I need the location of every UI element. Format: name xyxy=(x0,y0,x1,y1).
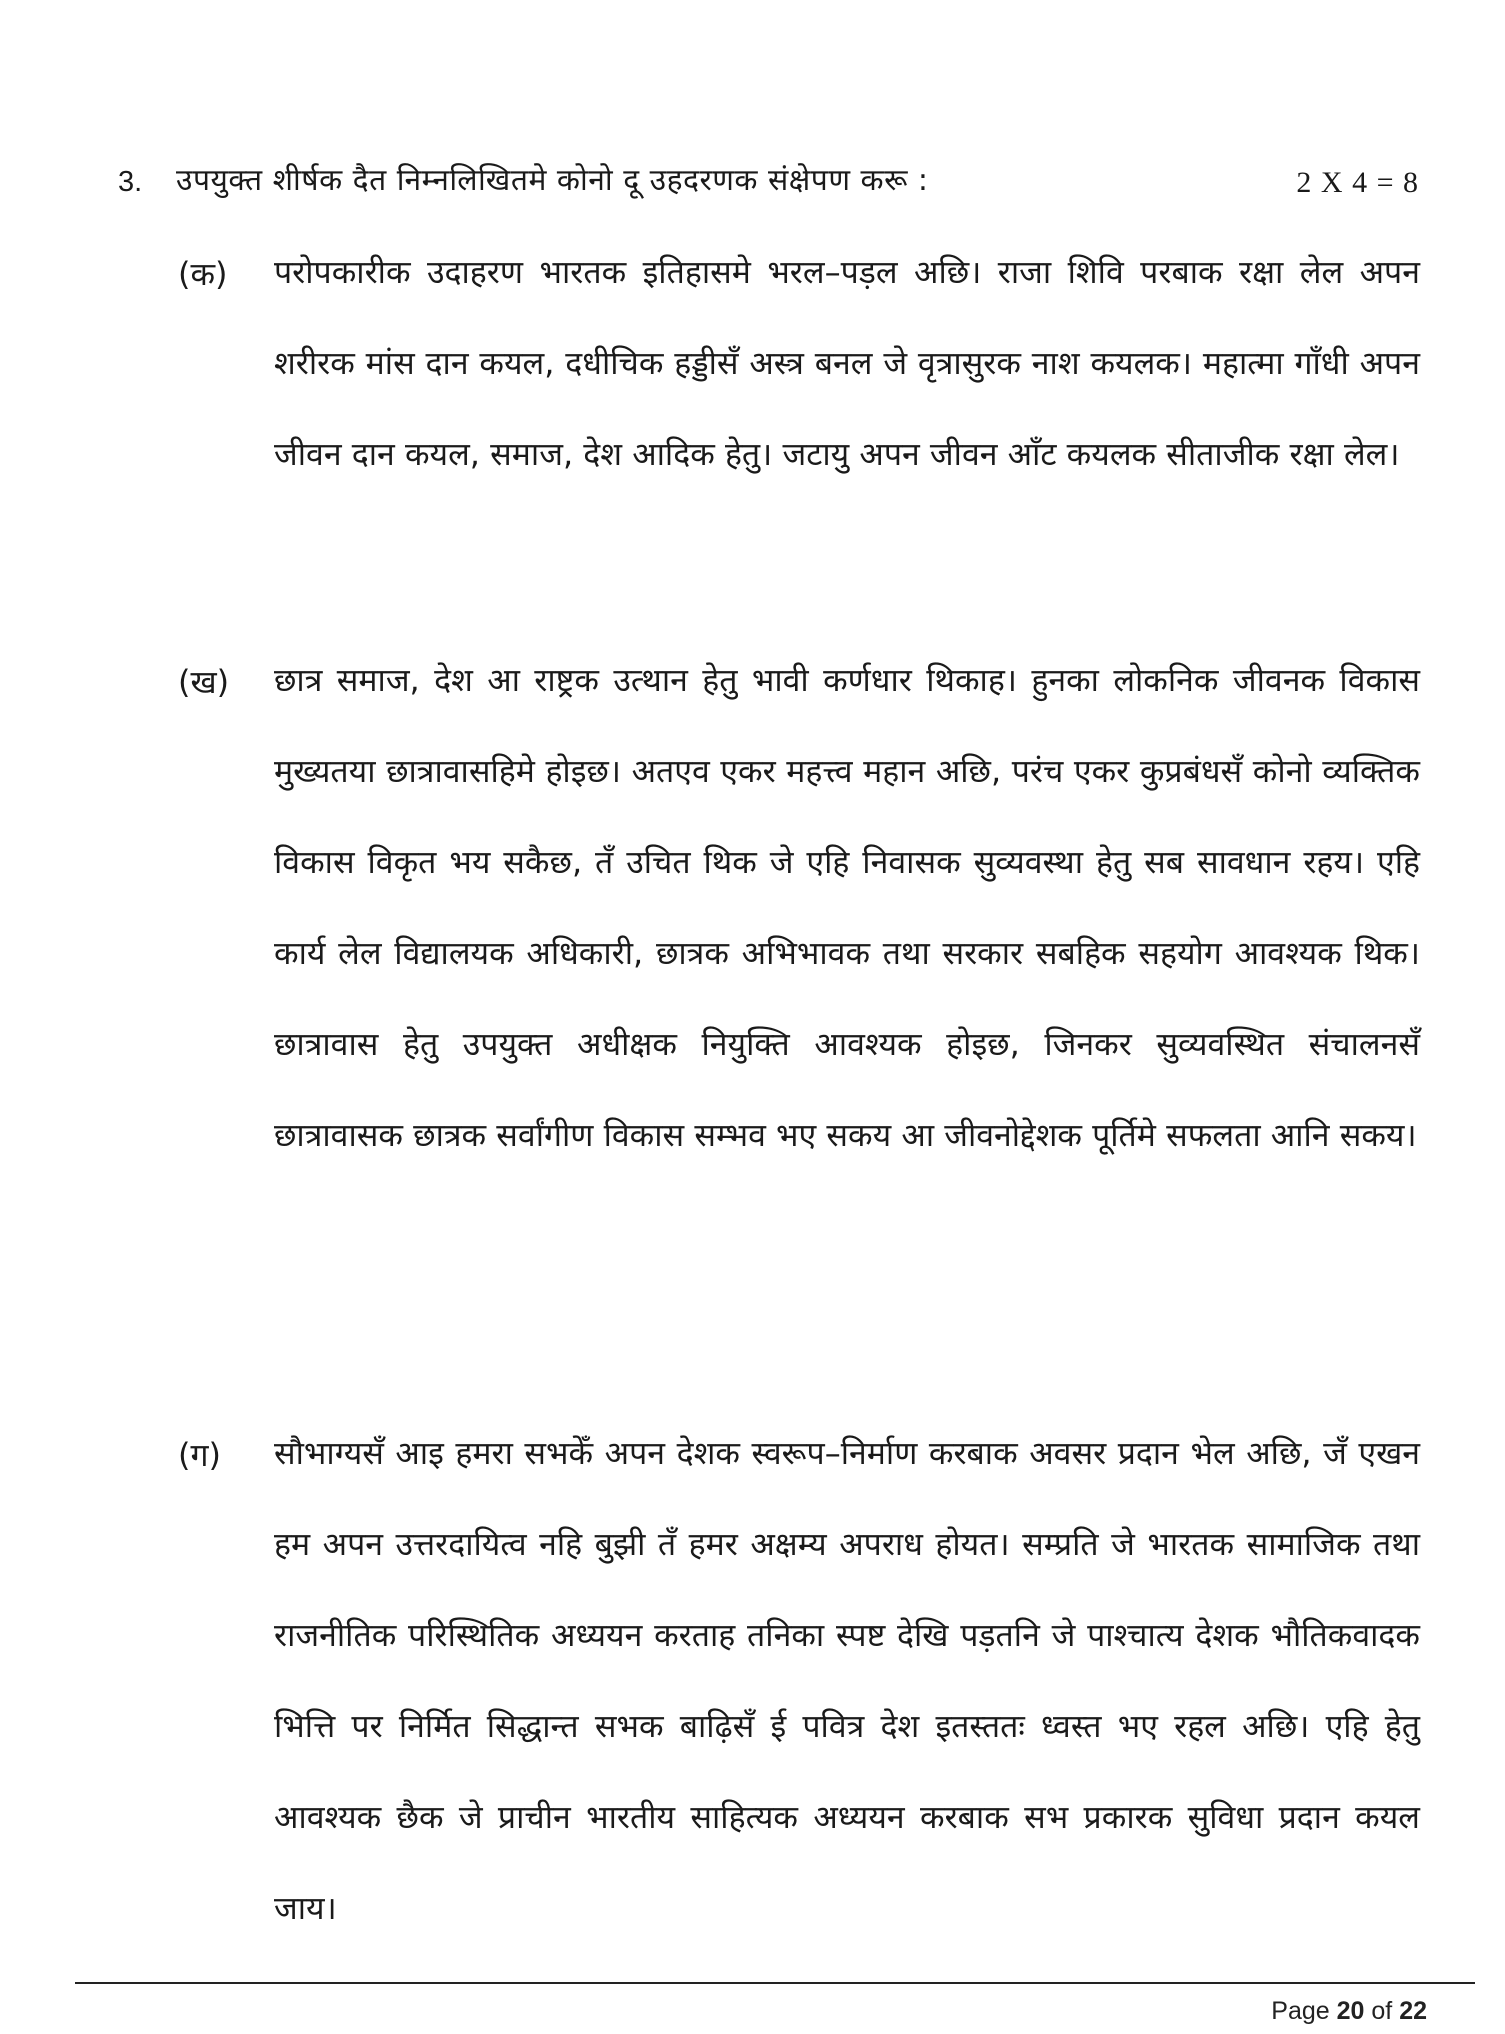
current-page: 20 xyxy=(1336,1997,1365,2025)
passage-label: (ग) xyxy=(178,1436,221,1474)
passage-text: परोपकारीक उदाहरण भारतक इतिहासमे भरल–पड़ल अछि। राजा शिवि परबाक रक्षा लेल अपन शरीरक मांस दान कयल, दधीचिक हड्डीसँ अस्त्र बनल जे वृत्रासुरक नाश कयलक। महात्मा गाँधी अपन जीवन दान कयल, समाज, देश आदिक हेतु। जटायु अपन जीवन आँट कयलक सीताजीक रक्षा लेल। xyxy=(274,253,1420,473)
passage-text: सौभाग्यसँ आइ हमरा सभकेँ अपन देशक स्वरूप–निर्माण करबाक अवसर प्रदान भेल अछि, जँ एखन हम अपन उत्तरदायित्व नहि बुझी तँ हमर अक्षम्य अपराध होयत। सम्प्रति जे भारतक सामाजिक तथा राजनीतिक परिस्थितिक अध्ययन करताह तनिका स्पष्ट देखि पड़तनि जे पाश्चात्य देशक भौतिकवादक भित्ति पर निर्मित सिद्धान्त सभक बाढ़िसँ ई पवित्र देश इतस्ततः ध्वस्त भए रहल अछि। एहि हेतु आवश्यक छैक जे प्राचीन भारतीय साहित्यक अध्ययन करबाक सभ प्रकारक सुविधा प्रदान कयल जाय। xyxy=(274,1434,1420,1927)
total-pages: 22 xyxy=(1399,1997,1427,2025)
passage-text: छात्र समाज, देश आ राष्ट्रक उत्थान हेतु भावी कर्णधार थिकाह। हुनका लोकनिक जीवनक विकास मुख्यतया छात्रावासहिमे होइछ। अतएव एकर महत्त्व महान अछि, परंच एकर कुप्रबंधसँ कोनो व्यक्तिक विकास विकृत भय सकैछ, तँ उचित थिक जे एहि निवासक सुव्यवस्था हेतु सब सावधान रहय। एहि कार्य लेल विद्यालयक अधिकारी, छात्रक अभिभावक तथा सरकार सबहिक सहयोग आवश्यक थिक। छात्रावास हेतु उपयुक्त अधीक्षक नियुक्ति आवश्यक होइछ, जिनकर सुव्यवस्थित संचालनसँ छात्रावासक छात्रक सर्वांगीण विकास सम्भव भए सकय आ जीवनोद्देशक पूर्तिमे सफलता आनि सकय। xyxy=(274,661,1420,1154)
passage-label: (ख) xyxy=(178,663,230,701)
question-header xyxy=(118,158,1418,208)
page-word: Page xyxy=(1271,1997,1330,2025)
page-number xyxy=(1271,1997,1427,2026)
question-number: 3. xyxy=(118,166,143,198)
footer-divider xyxy=(75,1982,1475,1984)
question-marks: 2 X 4 = 8 xyxy=(1296,166,1418,199)
question-instruction: उपयुक्त शीर्षक दैत निम्नलिखितमे कोनो दू उहदरणक संक्षेपण करू : xyxy=(176,163,929,198)
of-word: of xyxy=(1371,1997,1393,2025)
passage-label: (क) xyxy=(178,255,228,293)
